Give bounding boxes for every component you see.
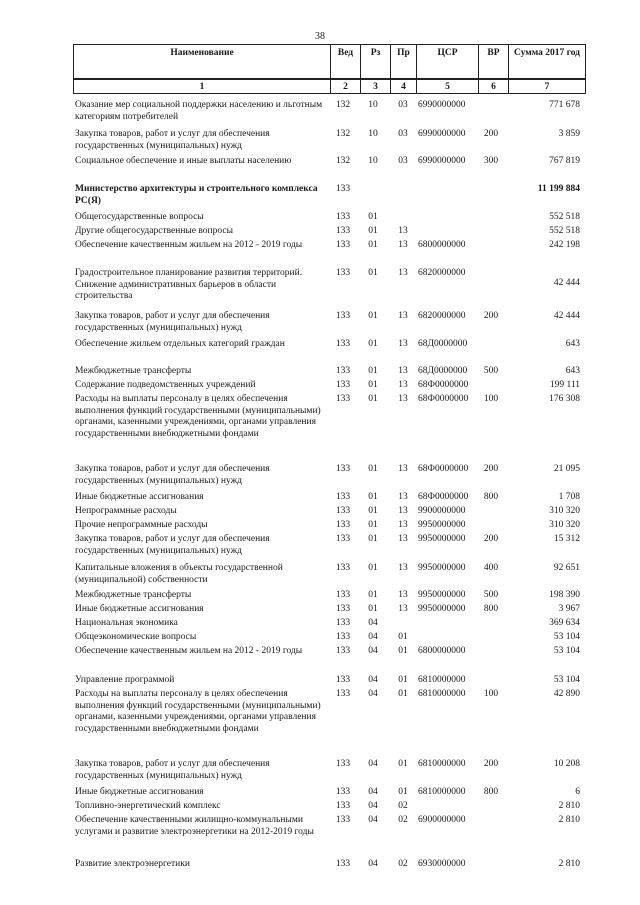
row-name: Социальное обеспечение и иные выплаты населению — [75, 156, 292, 166]
row-sum: 199 111 — [549, 380, 580, 390]
row-pr: 03 — [398, 156, 408, 166]
row-sum: 552 518 — [549, 212, 580, 222]
row-sum: 53 104 — [553, 675, 580, 685]
column-number: 4 — [391, 80, 417, 94]
row-name: Закупка товаров, работ и услуг для обеспечения государственных (муниципальных) нужд — [75, 129, 270, 151]
row-csr: 68Д0000000 — [418, 339, 468, 349]
row-pr: 13 — [398, 464, 408, 474]
row-sum: 42 444 — [553, 311, 580, 321]
row-csr: 6800000000 — [418, 646, 466, 656]
row-name: Управление программой — [75, 675, 175, 685]
row-sum: 767 819 — [549, 156, 580, 166]
row-rz: 04 — [368, 618, 378, 628]
row-pr: 01 — [398, 689, 408, 699]
row-csr: 9950000000 — [418, 590, 466, 600]
row-sum: 42 890 — [553, 689, 580, 699]
row-name: Топливно-энергетический комплекс — [75, 801, 221, 811]
header-csr: ЦСР — [417, 45, 479, 79]
row-rz: 04 — [368, 689, 378, 699]
row-sum: 198 390 — [549, 590, 580, 600]
header-name: Наименование — [74, 45, 331, 79]
row-rz: 04 — [368, 815, 378, 825]
row-pr: 01 — [398, 646, 408, 656]
row-pr: 13 — [398, 226, 408, 236]
row-name: Обеспечение качественными жилищно-коммунальными услугами и развитие электроэнергетики на 2012-2019 годы — [75, 815, 314, 837]
header-rz: Рз — [361, 45, 391, 79]
row-ved: 133 — [335, 787, 351, 797]
row-ved: 133 — [335, 184, 351, 194]
row-rz: 01 — [368, 380, 378, 390]
row-ved: 133 — [335, 590, 351, 600]
row-ved: 133 — [335, 563, 351, 573]
row-rz: 01 — [368, 520, 378, 530]
row-ved: 133 — [335, 226, 351, 236]
row-pr: 13 — [398, 394, 408, 404]
row-pr: 01 — [398, 675, 408, 685]
row-csr: 68Ф0000000 — [418, 492, 469, 502]
row-pr: 13 — [398, 590, 408, 600]
row-rz: 01 — [368, 492, 378, 502]
row-rz: 10 — [368, 156, 378, 166]
row-sum: 92 651 — [553, 563, 580, 573]
row-pr: 02 — [398, 859, 408, 869]
row-name: Прочие непрограммные расходы — [75, 520, 208, 530]
row-sum: 53 104 — [553, 646, 580, 656]
row-csr: 68Ф0000000 — [418, 394, 469, 404]
row-ved: 133 — [335, 534, 351, 544]
row-sum: 643 — [565, 339, 580, 349]
row-ved: 133 — [335, 689, 351, 699]
row-name: Общеэкономические вопросы — [75, 632, 197, 642]
row-vr: 400 — [483, 563, 499, 573]
row-ved: 133 — [335, 212, 351, 222]
row-rz: 01 — [368, 394, 378, 404]
row-csr: 6810000000 — [418, 759, 466, 769]
row-ved: 133 — [335, 311, 351, 321]
row-sum: 11 199 884 — [537, 184, 580, 194]
row-ved: 133 — [335, 394, 351, 404]
row-ved: 133 — [335, 268, 351, 278]
row-vr: 200 — [483, 464, 499, 474]
row-vr: 800 — [483, 604, 499, 614]
row-pr: 13 — [398, 520, 408, 530]
row-csr: 6990000000 — [418, 129, 466, 139]
row-csr: 6990000000 — [418, 156, 466, 166]
row-ved: 133 — [335, 646, 351, 656]
row-vr: 500 — [483, 366, 499, 376]
row-pr: 13 — [398, 268, 408, 278]
row-name: Градостроительное планирование развития территорий. Снижение административных барьеров в области строительства — [75, 268, 303, 301]
row-rz: 04 — [368, 859, 378, 869]
row-sum: 643 — [565, 366, 580, 376]
row-sum: 21 095 — [553, 464, 580, 474]
row-pr: 13 — [398, 604, 408, 614]
row-ved: 133 — [335, 520, 351, 530]
row-pr: 01 — [398, 632, 408, 642]
row-sum: 310 320 — [549, 506, 580, 516]
row-ved: 133 — [335, 675, 351, 685]
row-name: Оказание мер социальной поддержки населению и льготным категориям потребителей — [75, 100, 323, 122]
row-sum: 310 320 — [549, 520, 580, 530]
row-rz: 01 — [368, 604, 378, 614]
row-sum: 2 810 — [558, 815, 580, 825]
page-number: 38 — [315, 31, 325, 42]
row-rz: 04 — [368, 787, 378, 797]
row-name: Закупка товаров, работ и услуг для обеспечения государственных (муниципальных) нужд — [75, 759, 270, 781]
row-sum: 3 859 — [558, 129, 580, 139]
row-pr: 13 — [398, 339, 408, 349]
row-csr: 6820000000 — [418, 268, 466, 278]
row-name: Расходы на выплаты персоналу в целях обеспечения выполнения функций государственными (муниципальными) органами, казенными учреждениями, органами управления государственными внебюджетными фондами — [75, 689, 321, 734]
header-ved: Вед — [331, 45, 361, 79]
row-csr: 6810000000 — [418, 675, 466, 685]
column-number: 5 — [417, 80, 479, 94]
row-pr: 13 — [398, 492, 408, 502]
row-pr: 03 — [398, 100, 408, 110]
row-vr: 200 — [483, 534, 499, 544]
row-vr: 200 — [483, 311, 499, 321]
row-name: Общегосударственные вопросы — [75, 212, 204, 222]
row-ved: 133 — [335, 380, 351, 390]
row-pr: 13 — [398, 240, 408, 250]
row-rz: 01 — [368, 506, 378, 516]
row-csr: 9950000000 — [418, 604, 466, 614]
row-pr: 13 — [398, 380, 408, 390]
row-name: Межбюджетные трансферты — [75, 366, 192, 376]
row-vr: 100 — [483, 689, 499, 699]
row-ved: 133 — [335, 240, 351, 250]
column-number: 3 — [361, 80, 391, 94]
row-name: Обеспечение качественным жильем на 2012 - 2019 годы — [75, 240, 303, 250]
row-pr: 13 — [398, 563, 408, 573]
row-pr: 03 — [398, 129, 408, 139]
row-ved: 133 — [335, 492, 351, 502]
row-csr: 9950000000 — [418, 534, 466, 544]
row-csr: 6930000000 — [418, 859, 466, 869]
row-vr: 800 — [483, 787, 499, 797]
row-rz: 04 — [368, 632, 378, 642]
row-pr: 13 — [398, 506, 408, 516]
row-csr: 6810000000 — [418, 689, 466, 699]
row-sum: 2 810 — [558, 801, 580, 811]
row-name: Непрограммные расходы — [75, 506, 177, 516]
row-rz: 01 — [368, 534, 378, 544]
row-name: Национальная экономика — [75, 618, 178, 628]
row-rz: 01 — [368, 590, 378, 600]
row-sum: 242 198 — [549, 240, 580, 250]
row-rz: 01 — [368, 339, 378, 349]
row-csr: 6990000000 — [418, 100, 466, 110]
header-vr: ВР — [479, 45, 509, 79]
row-rz: 01 — [368, 240, 378, 250]
header-pr: Пр — [391, 45, 417, 79]
row-sum: 1 708 — [558, 492, 580, 502]
row-vr: 200 — [483, 759, 499, 769]
row-csr: 6900000000 — [418, 815, 466, 825]
row-sum: 2 810 — [558, 859, 580, 869]
row-name: Закупка товаров, работ и услуг для обеспечения государственных (муниципальных) нужд — [75, 311, 270, 333]
row-rz: 01 — [368, 464, 378, 474]
row-pr: 01 — [398, 787, 408, 797]
row-name: Обеспечение жильем отдельных категорий граждан — [75, 339, 285, 349]
row-pr: 13 — [398, 311, 408, 321]
row-name: Содержание подведомственных учреждений — [75, 380, 256, 390]
row-sum: 6 — [575, 787, 580, 797]
row-ved: 132 — [335, 129, 351, 139]
row-name: Закупка товаров, работ и услуг для обеспечения государственных (муниципальных) нужд — [75, 464, 270, 486]
row-ved: 133 — [335, 506, 351, 516]
row-ved: 133 — [335, 859, 351, 869]
row-ved: 133 — [335, 618, 351, 628]
row-rz: 01 — [368, 311, 378, 321]
row-name: Иные бюджетные ассигнования — [75, 492, 204, 502]
row-vr: 300 — [483, 156, 499, 166]
row-name: Закупка товаров, работ и услуг для обеспечения государственных (муниципальных) нужд — [75, 534, 270, 556]
column-number: 2 — [331, 80, 361, 94]
row-name: Другие общегосударственные вопросы — [75, 226, 233, 236]
row-ved: 133 — [335, 366, 351, 376]
row-pr: 01 — [398, 759, 408, 769]
row-sum: 176 308 — [549, 394, 580, 404]
row-rz: 10 — [368, 129, 378, 139]
row-csr: 9900000000 — [418, 506, 466, 516]
row-ved: 133 — [335, 464, 351, 474]
row-sum: 53 104 — [553, 632, 580, 642]
row-name: Развитие электроэнергетики — [75, 859, 190, 869]
row-name: Иные бюджетные ассигнования — [75, 604, 204, 614]
row-csr: 6800000000 — [418, 240, 466, 250]
row-ved: 133 — [335, 604, 351, 614]
row-pr: 02 — [398, 801, 408, 811]
row-sum: 771 678 — [549, 100, 580, 110]
row-ved: 132 — [335, 156, 351, 166]
row-rz: 10 — [368, 100, 378, 110]
row-rz: 04 — [368, 759, 378, 769]
row-rz: 01 — [368, 226, 378, 236]
row-name: Министерство архитектуры и строительного комплекса РС(Я) — [75, 184, 318, 206]
row-ved: 133 — [335, 815, 351, 825]
column-number: 6 — [479, 80, 509, 94]
row-rz: 04 — [368, 646, 378, 656]
row-pr: 13 — [398, 534, 408, 544]
row-sum: 552 518 — [549, 226, 580, 236]
column-number: 7 — [509, 80, 586, 94]
row-csr: 6810000000 — [418, 787, 466, 797]
row-rz: 04 — [368, 801, 378, 811]
row-vr: 500 — [483, 590, 499, 600]
row-pr: 13 — [398, 366, 408, 376]
row-name: Иные бюджетные ассигнования — [75, 787, 204, 797]
row-sum: 42 444 — [553, 278, 580, 288]
row-pr: 02 — [398, 815, 408, 825]
header-sum: Сумма 2017 год — [509, 45, 586, 79]
row-ved: 132 — [335, 100, 351, 110]
column-number: 1 — [74, 80, 331, 94]
row-rz: 01 — [368, 212, 378, 222]
row-csr: 9950000000 — [418, 520, 466, 530]
row-csr: 6820000000 — [418, 311, 466, 321]
row-ved: 133 — [335, 632, 351, 642]
row-csr: 9950000000 — [418, 563, 466, 573]
row-rz: 01 — [368, 563, 378, 573]
row-name: Обеспечение качественным жильем на 2012 - 2019 годы — [75, 646, 303, 656]
row-rz: 01 — [368, 366, 378, 376]
row-name: Межбюджетные трансферты — [75, 590, 192, 600]
row-ved: 133 — [335, 339, 351, 349]
row-vr: 100 — [483, 394, 499, 404]
row-csr: 68Ф0000000 — [418, 464, 469, 474]
row-sum: 10 208 — [553, 759, 580, 769]
row-rz: 01 — [368, 268, 378, 278]
row-sum: 3 967 — [558, 604, 580, 614]
row-ved: 133 — [335, 759, 351, 769]
row-name: Расходы на выплаты персоналу в целях обеспечения выполнения функций государственными (муниципальными) органами, казенными учреждениями, органами управления государственными внебюджетными фондами — [75, 394, 321, 439]
row-csr: 68Ф0000000 — [418, 380, 469, 390]
row-vr: 800 — [483, 492, 499, 502]
row-ved: 133 — [335, 801, 351, 811]
row-sum: 15 312 — [553, 534, 580, 544]
row-rz: 04 — [368, 675, 378, 685]
row-vr: 200 — [483, 129, 499, 139]
row-csr: 68Д0000000 — [418, 366, 468, 376]
row-sum: 369 634 — [549, 618, 580, 628]
row-name: Капитальные вложения в объекты государственной (муниципальной) собственности — [75, 563, 283, 585]
